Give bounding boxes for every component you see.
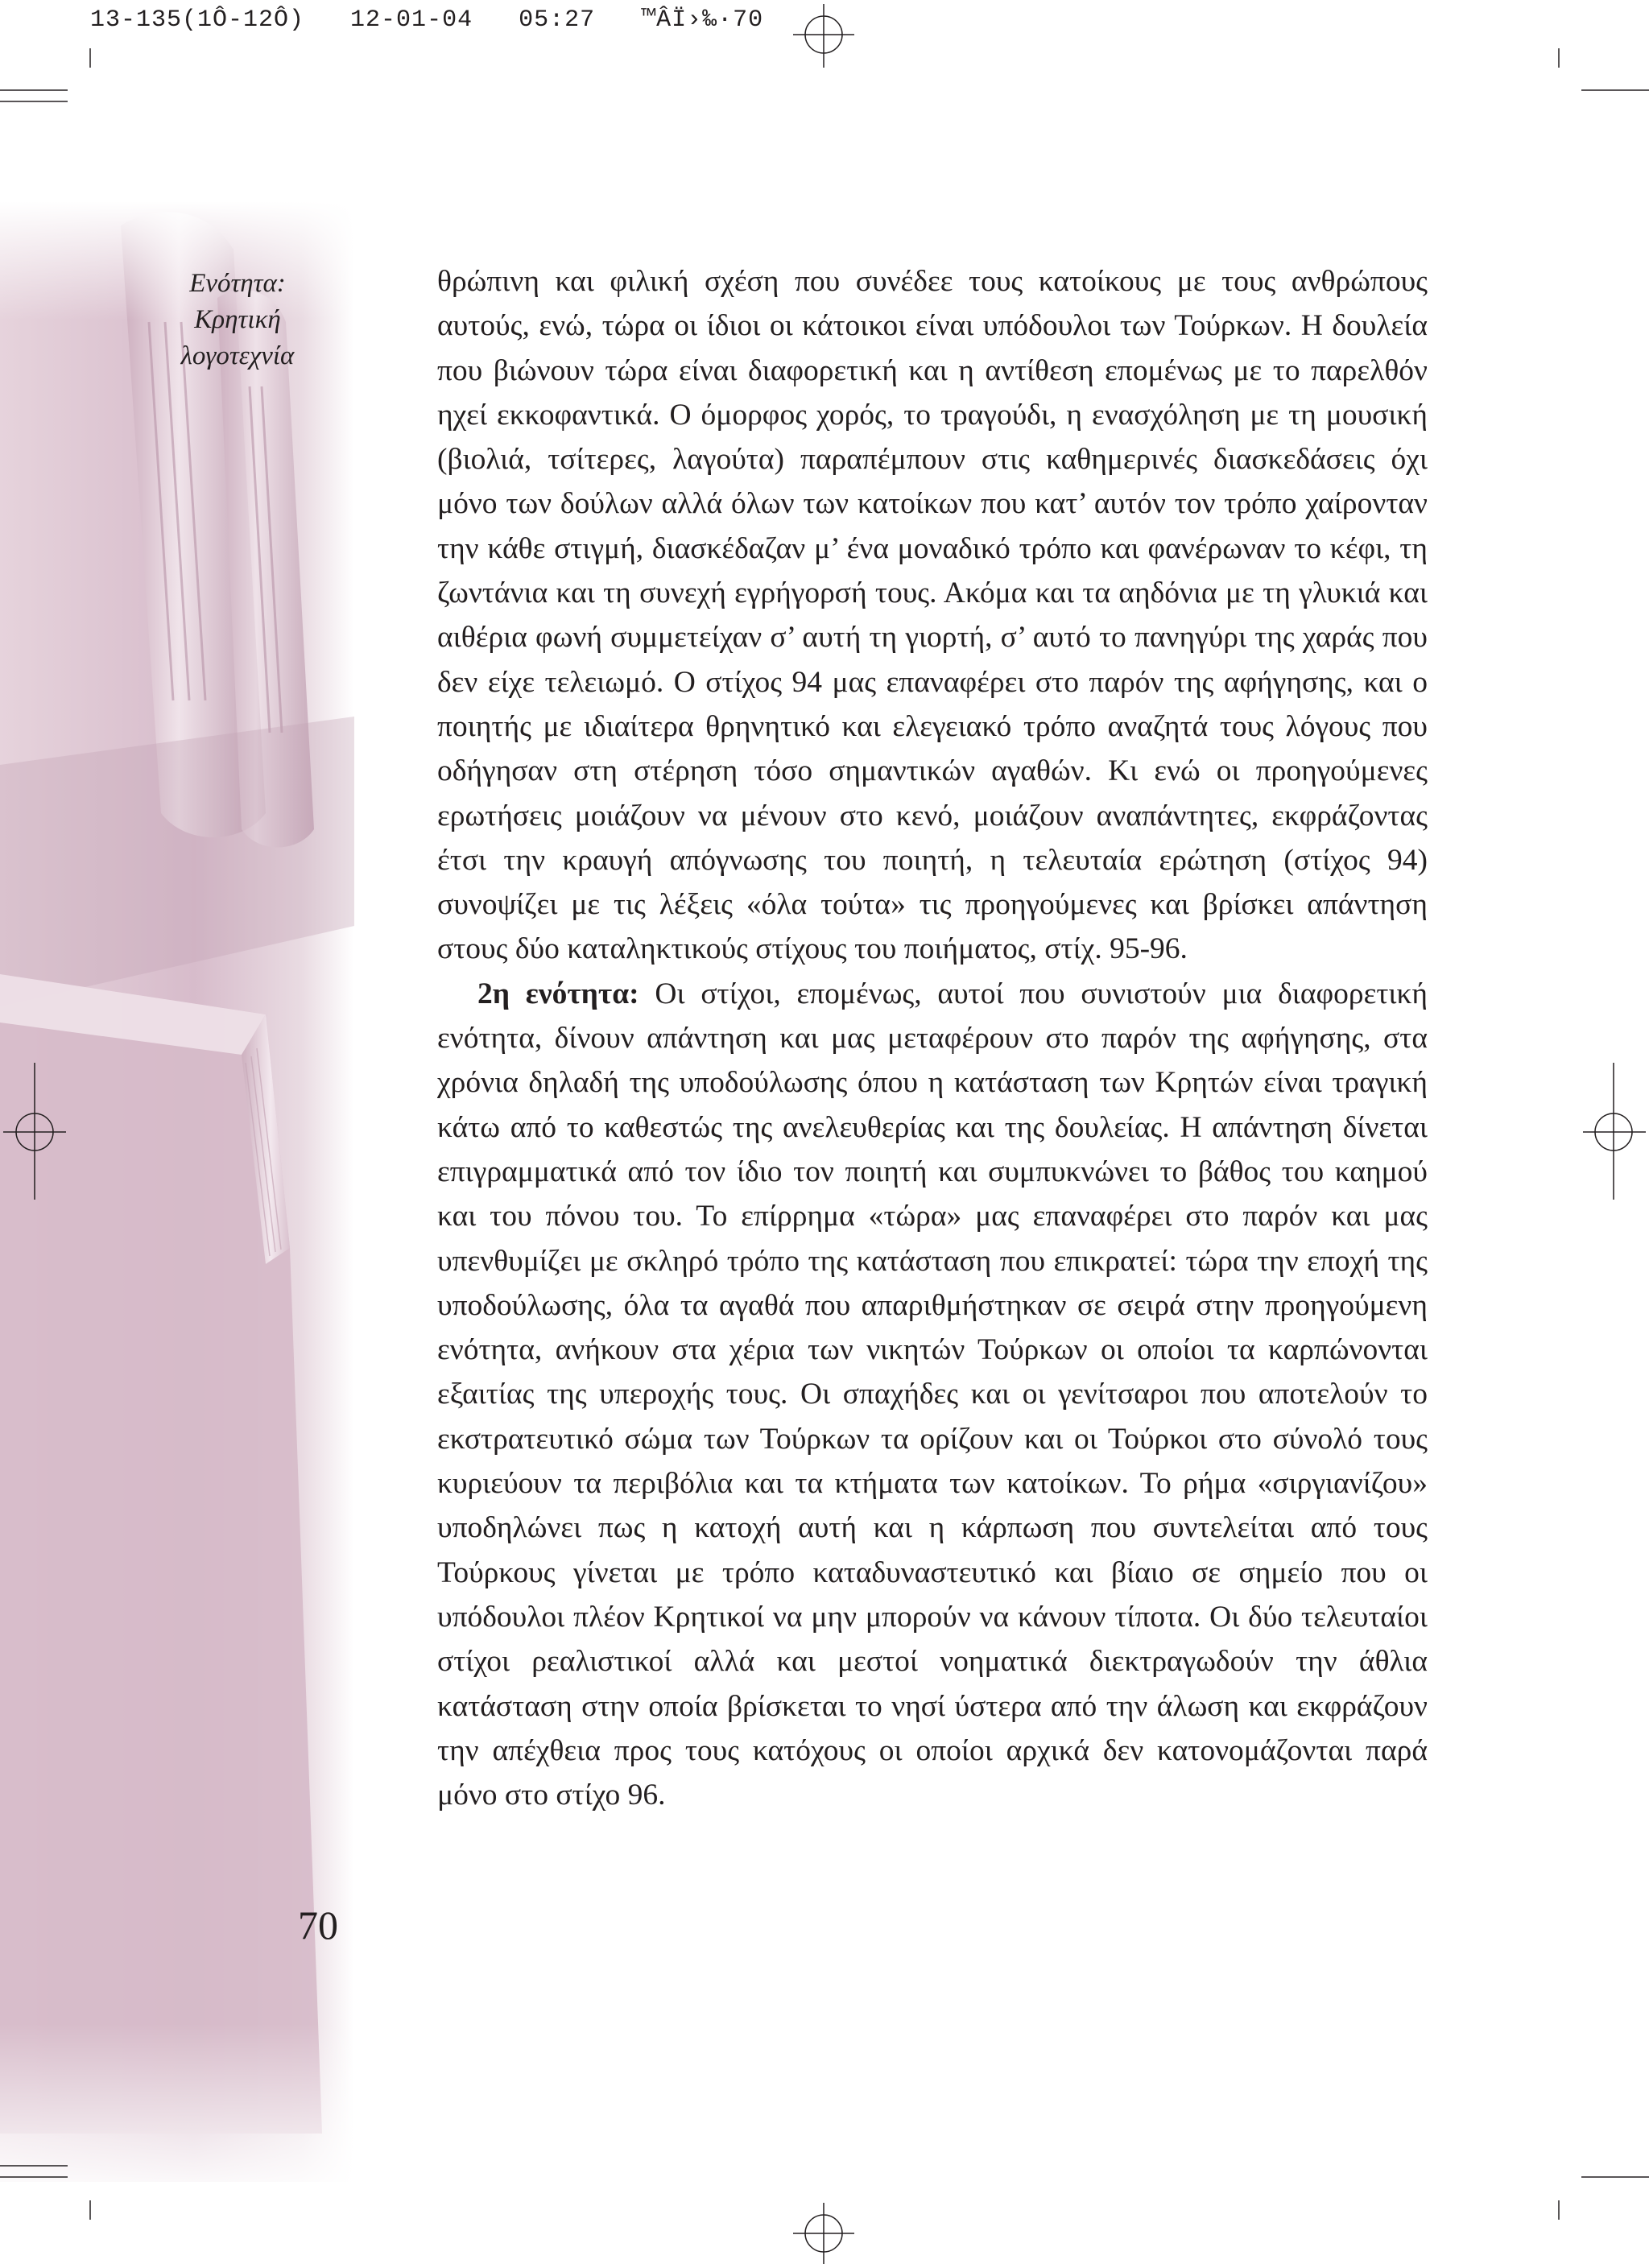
- body-paragraph-1: θρώπινη και φιλική σχέση που συνέδεε τους κατοίκους με τους ανθρώπους αυτούς, ενώ, τώρα οι ίδιοι οι κάτοικοι είναι υπόδουλοι των Τούρκων. Η δουλεία που βιώνουν τώρα είναι διαφορετική και η αντίθεση επομένως με το παρελθόν ηχεί εκκοφαντικά. Ο όμορφος χορός, το τραγούδι, η ενασχόληση με τη μουσική (βιολιά, τσίτερες, λαγούτα) παραπέμπουν στις καθημερινές διασκεδάσεις όχι μόνο των δούλων αλλά όλων των κατοίκων που κατ’ αυτόν τον τρόπο χαίρονταν την κάθε στιγμή, διασκέδαζαν μ’ ένα μοναδικό τρόπο και φανέρωναν το κέφι, τη ζωντάνια και τη συνεχή εγρήγορσή τους. Ακόμα και τα αηδόνια με τη γλυκιά και αιθέρια φωνή συμμετείχαν σ’ αυτή τη γιορτή, σ’ αυτό το πανηγύρι της χαράς που δεν είχε τελειωμό. Ο στίχος 94 μας επαναφέρει στο παρόν της αφήγησης, και ο ποιητής με ιδιαίτερα θρηνητικό και ελεγειακό τρόπο αναζητά τους λόγους που οδήγησαν στη στέρηση τόσο σημαντικών αγαθών. Κι ενώ οι προηγούμενες ερωτήσεις μοιάζουν να μένουν στο κενό, μοιάζουν αναπάντητες, εκφράζοντας έτσι την κραυγή απόγνωσης του ποιητή, η τελευταία ερώτηση (στίχος 94) συνοψίζει με τις λέξεις «όλα τούτα» τις προηγούμενες και βρίσκει απάντηση στους δύο καταληκτικούς στίχους του ποιήματος, στίχ. 95-96.: [437, 265, 1428, 966]
- main-text-column: [437, 259, 1428, 1817]
- paragraph-2-lead-heading: 2η ενότητα:: [477, 977, 639, 1010]
- page-number: 70: [298, 1902, 338, 1948]
- registration-mark-top-icon: [793, 4, 854, 68]
- paragraph-2-text: Οι στίχοι, επομένως, αυτοί που συνιστούν μια διαφορετική ενότητα, δίνουν απάντηση και μας μεταφέρουν στο παρόν της αφήγησης, στα χρόνια δηλαδή της υποδούλωσης όπου η κατάσταση των Κρητών είναι τραγική κάτω από το καθεστώς της ανελευθερίας και της δουλείας. Η απάντηση δίνεται επιγραμματικά από τον ίδιο τον ποιητή και συμπυκνώνει το βάθος του καημού και του πόνου του. Το επίρρημα «τώρα» μας επαναφέρει στο παρόν και μας υπενθυμίζει με σκληρό τρόπο της κατάσταση που επικρατεί: τώρα την εποχή της υποδούλωσης, όλα τα αγαθά που απαριθμήστηκαν σε σειρά στην προηγούμενη ενότητα, ανήκουν στα χέρια των νικητών Τούρκων οι οποίοι τα καρπώνονται εξαιτίας της υπεροχής τους. Οι σπαχήδες και οι γενίτσαροι που αποτελούν το εκστρατευτικό σώμα των Τούρκων τα ορίζουν και οι Τούρκοι στο σύνολό τους κυριεύουν τα περιβόλια και τα κτήματα των κατοίκων. Το ρήμα «σιργιανίζου» υποδηλώνει πως η κατοχή αυτή και η κάρπωση που συντελείται από τους Τούρκους γίνεται με τρόπο καταδυναστευτικό και βίαιο σε σημείο που οι υπόδουλοι πλέον Κρητικοί να μην μπορούν να κάνουν τίποτα. Οι δύο τελευταίοι στίχοι ρεαλιστικοί αλλά και μεστοί νοηματικά διεκτραγωδούν την άθλια κατάσταση στην οποία βρίσκεται το νησί ύστερα από την άλωση και εκφράζουν την απέχθεια προς τους κατόχους οι οποίοι αρχικά δεν κατονομάζονται παρά μόνο στο στίχο 96.: [437, 977, 1428, 1812]
- section-label-line-3: λογοτεχνία: [180, 341, 295, 370]
- sidebar-book-pen-image: [0, 201, 354, 2182]
- registration-mark-right-icon: [1583, 1063, 1646, 1200]
- section-label-line-1: Ενότητα:: [189, 269, 286, 298]
- section-label: [137, 266, 338, 374]
- body-paragraph-2: [437, 972, 1428, 1818]
- registration-mark-bottom-icon: [793, 2203, 854, 2264]
- printer-slug-line: 13-135(1Ô-12Ô) 12-01-04 05:27 ™ÂÏ›‰·70: [90, 6, 764, 34]
- section-label-line-2: Κρητική: [194, 305, 281, 334]
